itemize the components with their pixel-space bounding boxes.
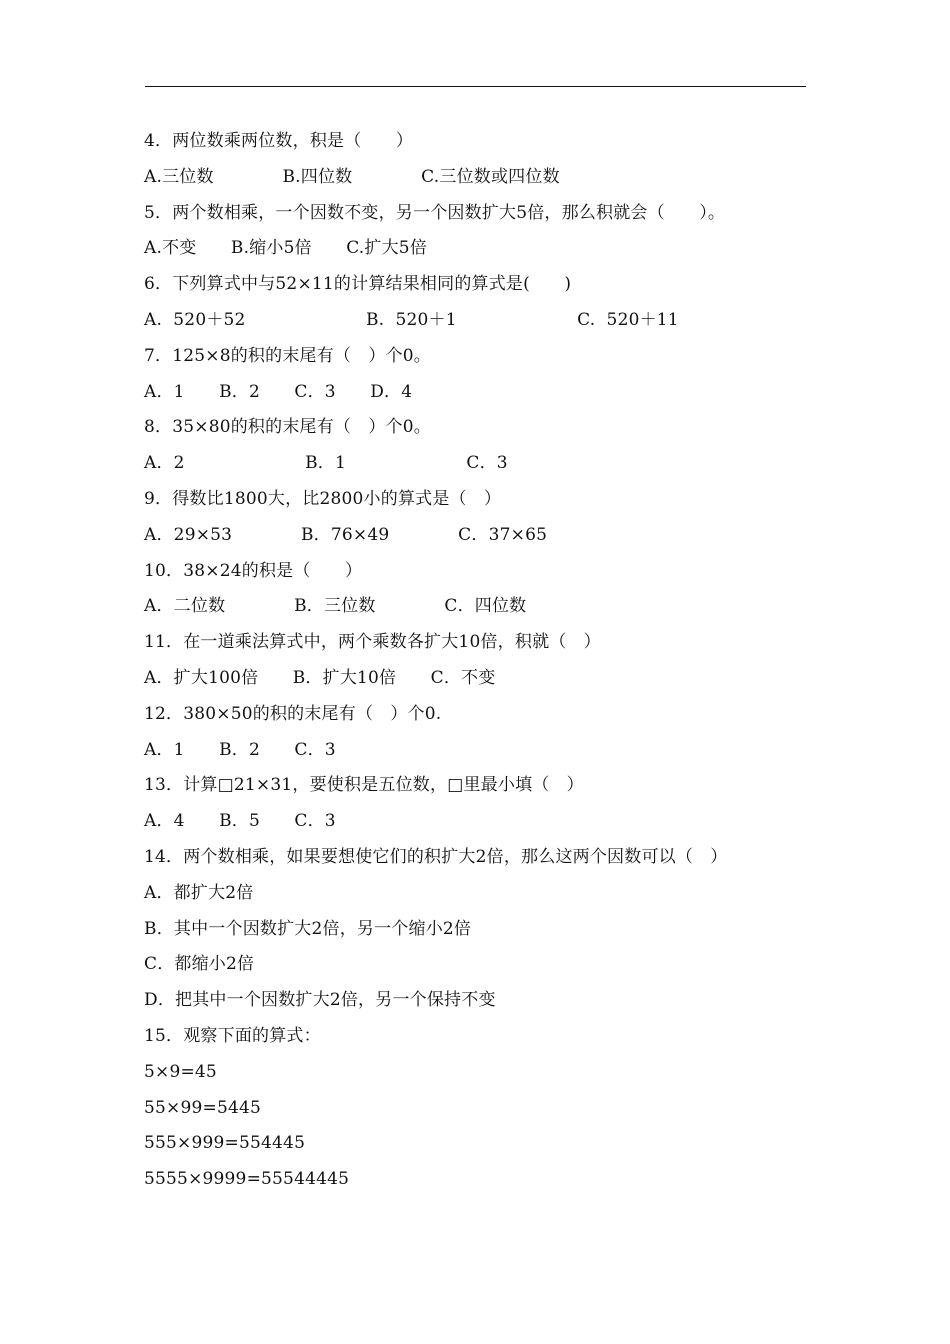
question-10-options: A．二位数 B．三位数 C．四位数 bbox=[144, 596, 527, 617]
question-14-option-d: D．把其中一个因数扩大2倍，另一个保持不变 bbox=[144, 990, 496, 1011]
question-9: 9．得数比1800大，比2800小的算式是（ ） bbox=[144, 488, 502, 509]
question-5-options: A.不变 B.缩小5倍 C.扩大5倍 bbox=[144, 238, 428, 259]
question-6: 6．下列算式中与52×11的计算结果相同的算式是( ) bbox=[144, 274, 572, 295]
question-14-option-c: C．都缩小2倍 bbox=[144, 954, 255, 975]
equation-line: 55×99=5445 bbox=[144, 1097, 262, 1118]
question-14-option-a: A．都扩大2倍 bbox=[144, 882, 254, 903]
question-5: 5．两个数相乘，一个因数不变，另一个因数扩大5倍，那么积就会（ ）。 bbox=[144, 202, 726, 223]
question-7: 7．125×8的积的末尾有（ ）个0。 bbox=[144, 345, 431, 366]
question-14-option-b: B．其中一个因数扩大2倍，另一个缩小2倍 bbox=[144, 918, 472, 939]
question-6-options: A. 520＋52 B. 520＋1 C. 520＋11 bbox=[144, 309, 679, 330]
question-11-options: A．扩大100倍 B．扩大10倍 C．不变 bbox=[144, 667, 496, 688]
question-7-options: A．1 B．2 C．3 D．4 bbox=[144, 381, 413, 402]
question-4: 4．两位数乘两位数，积是（ ） bbox=[144, 131, 414, 151]
question-11: 11．在一道乘法算式中，两个乘数各扩大10倍，积就（ ） bbox=[144, 632, 601, 653]
question-8-options: A．2 B．1 C．3 bbox=[144, 453, 508, 474]
question-14: 14．两个数相乘，如果要想使它们的积扩大2倍，那么这两个因数可以（ ） bbox=[144, 846, 728, 867]
equation-line: 555×999=554445 bbox=[144, 1133, 306, 1154]
equation-line: 5555×9999=55544445 bbox=[144, 1169, 350, 1190]
equation-line: 5×9=45 bbox=[144, 1061, 217, 1082]
question-15: 15．观察下面的算式： bbox=[144, 1025, 321, 1046]
question-content bbox=[144, 124, 910, 1198]
question-9-options: A．29×53 B．76×49 C．37×65 bbox=[144, 524, 548, 545]
question-8: 8．35×80的积的末尾有（ ）个0。 bbox=[144, 417, 431, 438]
question-13: 13．计算□21×31，要使积是五位数，□里最小填（ ） bbox=[144, 775, 584, 796]
question-12-options: A．1 B．2 C．3 bbox=[144, 739, 336, 760]
question-12: 12．380×50的积的末尾有（ ）个0. bbox=[144, 703, 442, 724]
question-13-options: A．4 B．5 C．3 bbox=[144, 811, 336, 832]
question-10: 10．38×24的积是（ ） bbox=[144, 560, 363, 581]
question-4-options: A.三位数 B.四位数 C.三位数或四位数 bbox=[144, 166, 560, 187]
header-rule bbox=[145, 86, 806, 87]
